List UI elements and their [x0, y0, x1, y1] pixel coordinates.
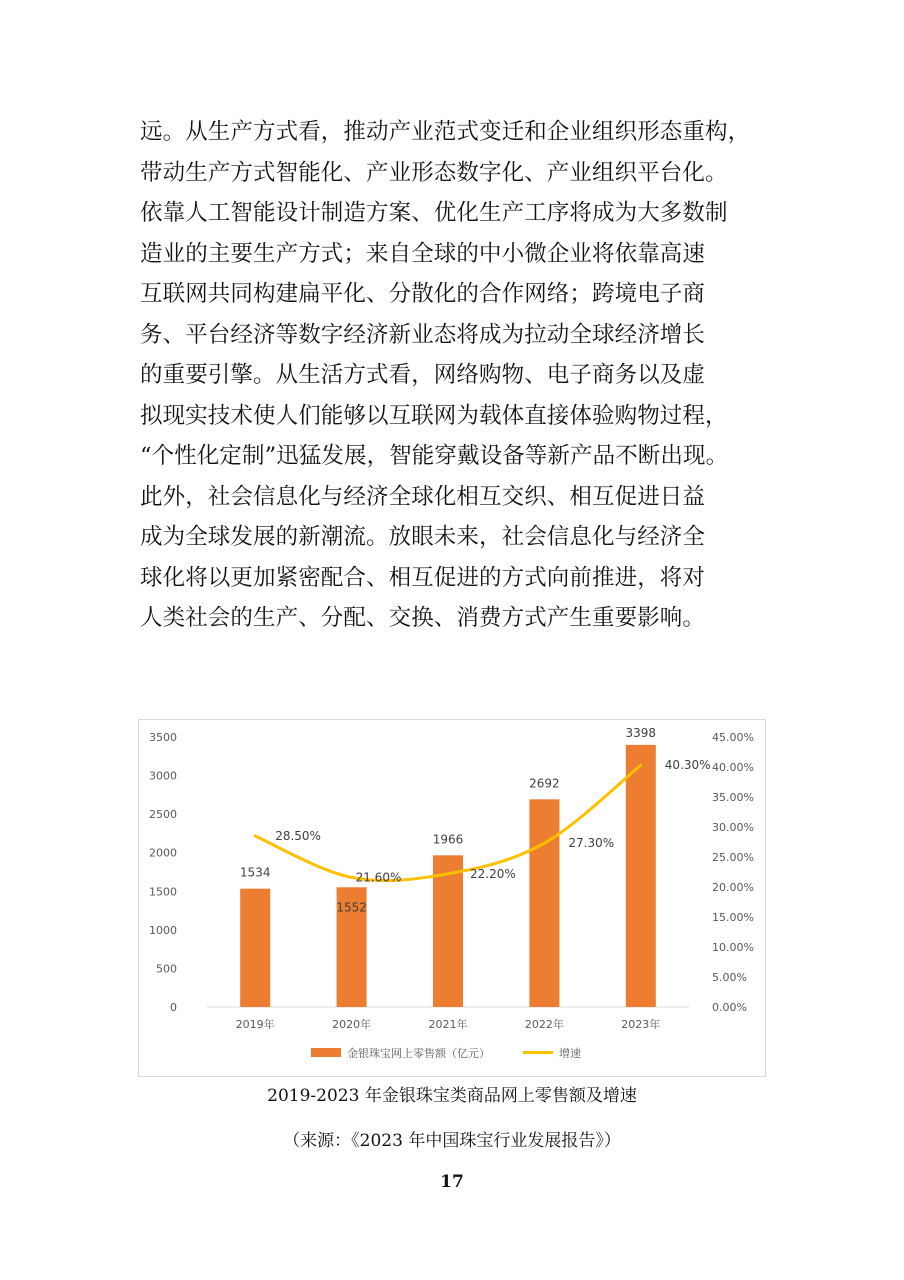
body-line: 人类社会的生产、分配、交换、消费方式产生重要影响。 [140, 605, 706, 631]
line-data-label: 22.20% [470, 866, 516, 881]
chart-caption-source: （来源：《2023 年中国珠宝行业发展报告》） [283, 1131, 621, 1151]
bar-data-label: 3398 [625, 725, 657, 740]
y2-tick-label: 30.00% [712, 821, 754, 834]
y2-tick-label: 40.00% [712, 761, 754, 774]
y-tick-label: 2000 [149, 846, 177, 860]
y2-tick-label: 35.00% [712, 791, 754, 804]
bar [433, 855, 463, 1007]
body-line: 拟现实技术使人们能够以互联网为载体直接体验购物过程， [140, 402, 728, 429]
bar [626, 745, 656, 1007]
chart-caption-title: 2019-2023 年金银珠宝类商品网上零售额及增速 [267, 1086, 637, 1106]
y-tick-label: 1500 [149, 885, 177, 899]
y2-tick-label: 20.00% [712, 881, 754, 894]
line-data-label: 40.30% [664, 758, 711, 773]
bar [240, 889, 270, 1007]
line-data-label: 28.50% [275, 829, 321, 843]
x-tick-label: 2019年 [235, 1018, 275, 1031]
bar-data-label: 1534 [239, 865, 271, 880]
body-line: 带动生产方式智能化、产业形态数字化、产业组织平台化。 [140, 159, 728, 186]
y-tick-label: 0 [170, 1001, 177, 1014]
y-tick-label: 3500 [149, 731, 177, 744]
body-line: 的重要引擎。从生活方式看，网络购物、电子商务以及虚 [140, 362, 706, 388]
body-line: 远。从生产方式看，推动产业范式变迁和企业组织形态重构， [140, 119, 751, 145]
y-tick-label: 1000 [149, 923, 177, 937]
body-line: 务、平台经济等数字经济新业态将成为拉动全球经济增长 [140, 321, 706, 348]
x-tick-label: 2020年 [332, 1018, 372, 1031]
bar-data-label: 1966 [432, 832, 464, 847]
body-line: 此外，社会信息化与经济全球化相互交织、相互促进日益 [140, 483, 706, 510]
body-line: 球化将以更加紧密配合、相互促进的方式向前推进，将对 [140, 564, 706, 591]
body-paragraph [140, 112, 780, 639]
y2-tick-label: 10.00% [712, 941, 754, 954]
x-tick-label: 2021年 [428, 1018, 468, 1031]
x-tick-label: 2022年 [524, 1018, 564, 1031]
y2-tick-label: 0.00% [712, 1001, 747, 1014]
x-tick-label: 2023年 [621, 1018, 661, 1031]
y-tick-label: 3000 [149, 769, 177, 783]
body-line: 依靠人工智能设计制造方案、优化生产工序将成为大多数制 [140, 200, 728, 226]
line-data-label: 27.30% [568, 836, 615, 851]
body-line: “个性化定制”迅猛发展，智能穿戴设备等新产品不断出现。 [140, 443, 729, 469]
legend-label-line: 增速 [559, 1047, 581, 1060]
combo-chart [139, 720, 765, 1076]
y-tick-label: 2500 [149, 808, 177, 822]
legend-label-bars: 金银珠宝网上零售额（亿元） [347, 1047, 490, 1060]
body-line: 造业的主要生产方式；来自全球的中小微企业将依靠高速 [140, 240, 706, 267]
y2-tick-label: 15.00% [712, 911, 754, 924]
chart-frame [138, 719, 766, 1077]
y2-tick-label: 45.00% [712, 731, 754, 744]
legend-swatch-bars [311, 1048, 341, 1057]
bar-data-label: 1552 [336, 900, 367, 915]
bar [529, 799, 559, 1007]
page-number: 17 [440, 1172, 464, 1192]
y-tick-label: 500 [156, 962, 177, 976]
line-data-label: 21.60% [355, 870, 402, 885]
y2-tick-label: 5.00% [712, 971, 747, 984]
y2-tick-label: 25.00% [712, 851, 754, 864]
body-line: 成为全球发展的新潮流。放眼未来，社会信息化与经济全 [140, 524, 706, 550]
body-line: 互联网共同构建扁平化、分散化的合作网络；跨境电子商 [140, 281, 706, 307]
bar-data-label: 2692 [529, 776, 560, 791]
